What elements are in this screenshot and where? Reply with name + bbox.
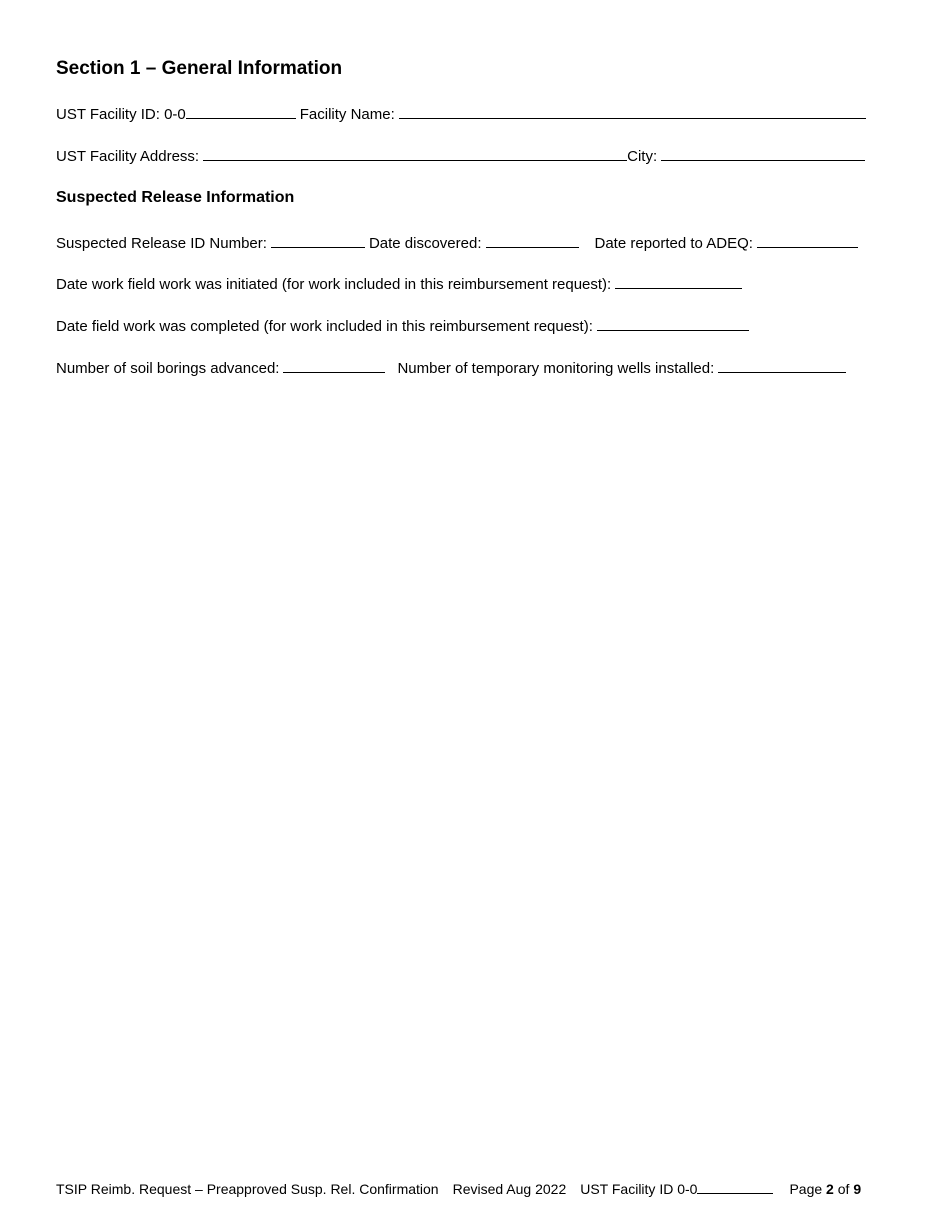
borings-wells-row <box>56 358 890 377</box>
date-reported-field[interactable] <box>757 233 858 248</box>
release-id-field[interactable] <box>271 233 365 248</box>
release-id-label: Suspected Release ID Number: <box>56 235 267 252</box>
facility-address-label: UST Facility Address: <box>56 148 200 165</box>
footer-form-title: TSIP Reimb. Request – Preapproved Susp. Rel. Confirmation <box>56 1181 439 1197</box>
work-initiated-row <box>56 274 890 293</box>
facility-id-row <box>56 104 890 123</box>
footer-page-word: Page <box>789 1181 823 1197</box>
soil-borings-label: Number of soil borings advanced: <box>56 360 280 377</box>
date-reported-label: Date reported to ADEQ: <box>594 235 753 252</box>
soil-borings-field[interactable] <box>283 358 385 373</box>
facility-id-label: UST Facility ID: 0-0 <box>56 106 186 123</box>
work-completed-row <box>56 316 890 335</box>
date-discovered-field[interactable] <box>486 233 579 248</box>
footer-of-word: of <box>837 1181 850 1197</box>
page-footer <box>56 1180 861 1197</box>
section-1-heading: Section 1 – General Information <box>56 58 343 79</box>
footer-facility-id-label: UST Facility ID 0-0 <box>580 1181 698 1197</box>
footer-page-current: 2 <box>826 1181 834 1197</box>
city-field[interactable] <box>661 146 865 161</box>
city-label: City: <box>627 148 658 165</box>
release-info-row <box>56 233 890 252</box>
monitoring-wells-field[interactable] <box>718 358 846 373</box>
work-initiated-field[interactable] <box>615 274 742 289</box>
facility-address-row <box>56 146 890 165</box>
footer-page-total: 9 <box>853 1181 862 1197</box>
monitoring-wells-label: Number of temporary monitoring wells installed: <box>397 360 715 377</box>
footer-facility-id-field[interactable] <box>697 1180 773 1194</box>
footer-revised: Revised Aug 2022 <box>452 1181 567 1197</box>
work-completed-field[interactable] <box>597 316 749 331</box>
facility-address-field[interactable] <box>203 146 627 161</box>
facility-name-field[interactable] <box>399 104 866 119</box>
work-initiated-label: Date work field work was initiated (for work included in this reimbursement request): <box>56 276 612 293</box>
suspected-release-heading: Suspected Release Information <box>56 189 295 206</box>
facility-id-field[interactable] <box>186 104 296 119</box>
date-discovered-label: Date discovered: <box>368 235 482 252</box>
work-completed-label: Date field work was completed (for work included in this reimbursement request): <box>56 318 593 335</box>
facility-name-label: Facility Name: <box>299 106 395 123</box>
